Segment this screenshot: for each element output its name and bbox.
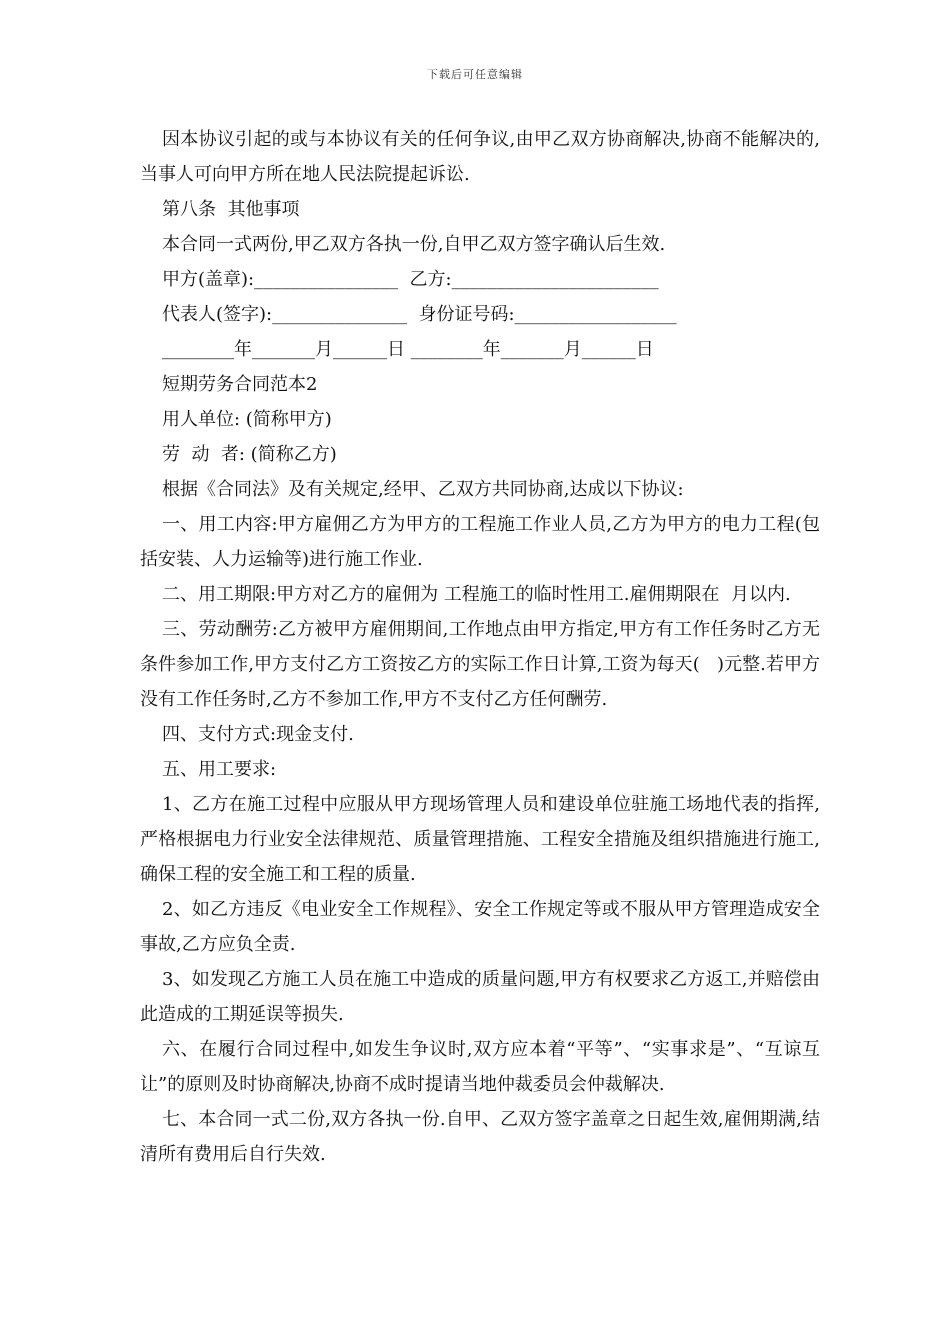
signature-party-line: 甲方(盖章):________________ 乙方:_______________________: [162, 269, 659, 290]
dispute-paragraph: 因本协议引起的或与本协议有关的任何争议,由甲乙双方协商解决,协商不能解决的,当事人可向甲方所在地人民法院提起诉讼.: [140, 129, 820, 185]
worker-line: 劳 动 者: (简称乙方): [162, 444, 337, 465]
employer-line: 用人单位: (简称甲方): [162, 409, 332, 430]
requirement-2: 2、如乙方违反《电业安全工作规程》、安全工作规定等或不服从甲方管理造成安全事故,乙方应负全责.: [140, 899, 820, 955]
signature-date-line: ________年_______月______日 ________年_______月______日: [162, 339, 654, 360]
signature-representative-line: 代表人(签字):_______________ 身份证号码:__________________: [162, 304, 677, 325]
article8-body: 本合同一式两份,甲乙双方各执一份,自甲乙双方签字确认后生效.: [162, 234, 666, 255]
clause-1: 一、用工内容:甲方雇佣乙方为甲方的工程施工作业人员,乙方为甲方的电力工程(包括安装、人力运输等)进行施工作业.: [140, 514, 820, 570]
clause-7: 七、本合同一式二份,双方各执一份.自甲、乙双方签字盖章之日起生效,雇佣期满,结清所有费用后自行失效.: [140, 1109, 820, 1165]
requirement-1: 1、乙方在施工过程中应服从甲方现场管理人员和建设单位驻施工场地代表的指挥,严格根据电力行业安全法律规范、质量管理措施、工程安全措施及组织措施进行施工,确保工程的安全施工和工程的质量.: [140, 794, 820, 885]
clause-3: 三、劳动酬劳:乙方被甲方雇佣期间,工作地点由甲方指定,甲方有工作任务时乙方无条件参加工作,甲方支付乙方工资按乙方的实际工作日计算,工资为每天( )元整.若甲方没有工作任务时,乙方不参加工作,甲方不支付乙方任何酬劳.: [140, 619, 820, 710]
clause-5: 五、用工要求:: [162, 759, 277, 780]
sample2-title: 短期劳务合同范本2: [162, 374, 318, 395]
clause-6: 六、在履行合同过程中,如发生争议时,双方应本着“平等”、“实事求是”、“互谅互让”的原则及时协商解决,协商不成时提请当地仲裁委员会仲裁解决.: [140, 1039, 820, 1095]
article8-title: 第八条 其他事项: [162, 199, 300, 220]
header-note: 下载后可任意编辑: [427, 68, 523, 81]
clause-4: 四、支付方式:现金支付.: [162, 724, 354, 745]
preamble-paragraph: 根据《合同法》及有关规定,经甲、乙双方共同协商,达成以下协议:: [162, 479, 684, 500]
clause-2: 二、用工期限:甲方对乙方的雇佣为 工程施工的临时性用工.雇佣期限在 月以内.: [162, 584, 791, 605]
document-body: [140, 122, 820, 1172]
requirement-3: 3、如发现乙方施工人员在施工中造成的质量问题,甲方有权要求乙方返工,并赔偿由此造成的工期延误等损失.: [140, 969, 820, 1025]
